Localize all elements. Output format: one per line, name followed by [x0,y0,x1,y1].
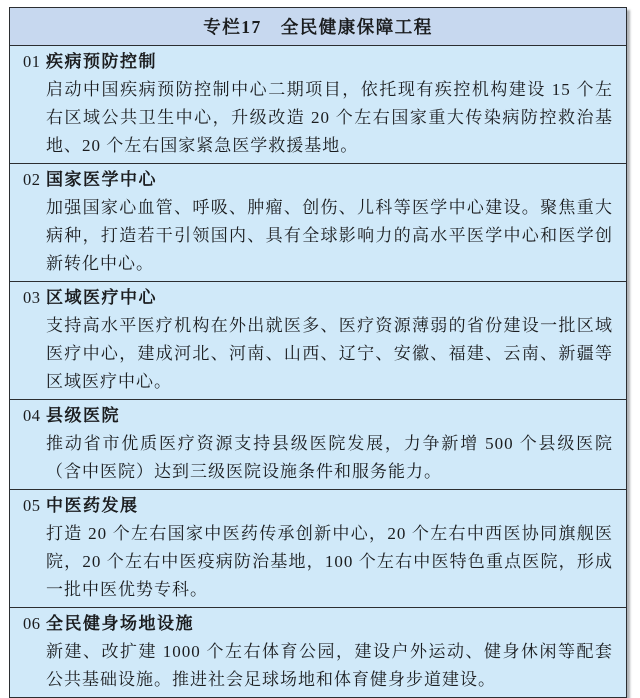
row-content [46,284,626,396]
row-content [46,166,626,278]
table-row [10,45,626,163]
row-number: 06 [23,614,41,633]
row-number: 03 [23,288,41,307]
row-body: 启动中国疾病预防控制中心二期项目，依托现有疾控机构建设 15 个左右区域公共卫生中心，升级改造 20 个左右国家重大传染病防控救治基地、20 个左右国家紧急医学救援基地。 [46,80,613,155]
table-row [10,281,626,399]
row-number: 05 [23,496,41,515]
row-content [46,48,626,160]
row-title: 中医药发展 [46,496,139,515]
table-row [10,607,626,697]
row-title: 区域医疗中心 [46,288,157,307]
row-number: 04 [23,406,41,425]
table-row [10,489,626,607]
row-content [46,402,626,486]
row-body: 新建、改扩建 1000 个左右体育公园，建设户外运动、健身休闲等配套公共基础设施。推进社会足球场地和体育健身步道建设。 [46,642,613,689]
row-title: 国家医学中心 [46,170,157,189]
row-body: 加强国家心血管、呼吸、肿瘤、创伤、儿科等医学中心建设。聚焦重大病种，打造若干引领国内、具有全球影响力的高水平医学中心和医学创新转化中心。 [46,198,613,273]
health-program-table [9,7,627,698]
row-title: 全民健身场地设施 [46,614,194,633]
row-body: 推动省市优质医疗资源支持县级医院发展，力争新增 500 个县级医院（含中医院）达到三级医院设施条件和服务能力。 [46,434,613,481]
table-row [10,163,626,281]
row-body: 打造 20 个左右国家中医药传承创新中心，20 个左右中西医协同旗舰医院，20 个左右中医疫病防治基地，100 个左右中医特色重点医院，形成一批中医优势专科。 [46,524,613,599]
row-title: 县级医院 [46,406,120,425]
row-number: 01 [23,52,41,71]
row-title: 疾病预防控制 [46,52,157,71]
row-body: 支持高水平医疗机构在外出就医多、医疗资源薄弱的省份建设一批区域医疗中心，建成河北、河南、山西、辽宁、安徽、福建、云南、新疆等区域医疗中心。 [46,316,613,391]
row-content [46,610,626,694]
table-row [10,399,626,489]
table-title: 专栏17 全民健康保障工程 [10,8,626,45]
row-number: 02 [23,170,41,189]
row-content [46,492,626,604]
